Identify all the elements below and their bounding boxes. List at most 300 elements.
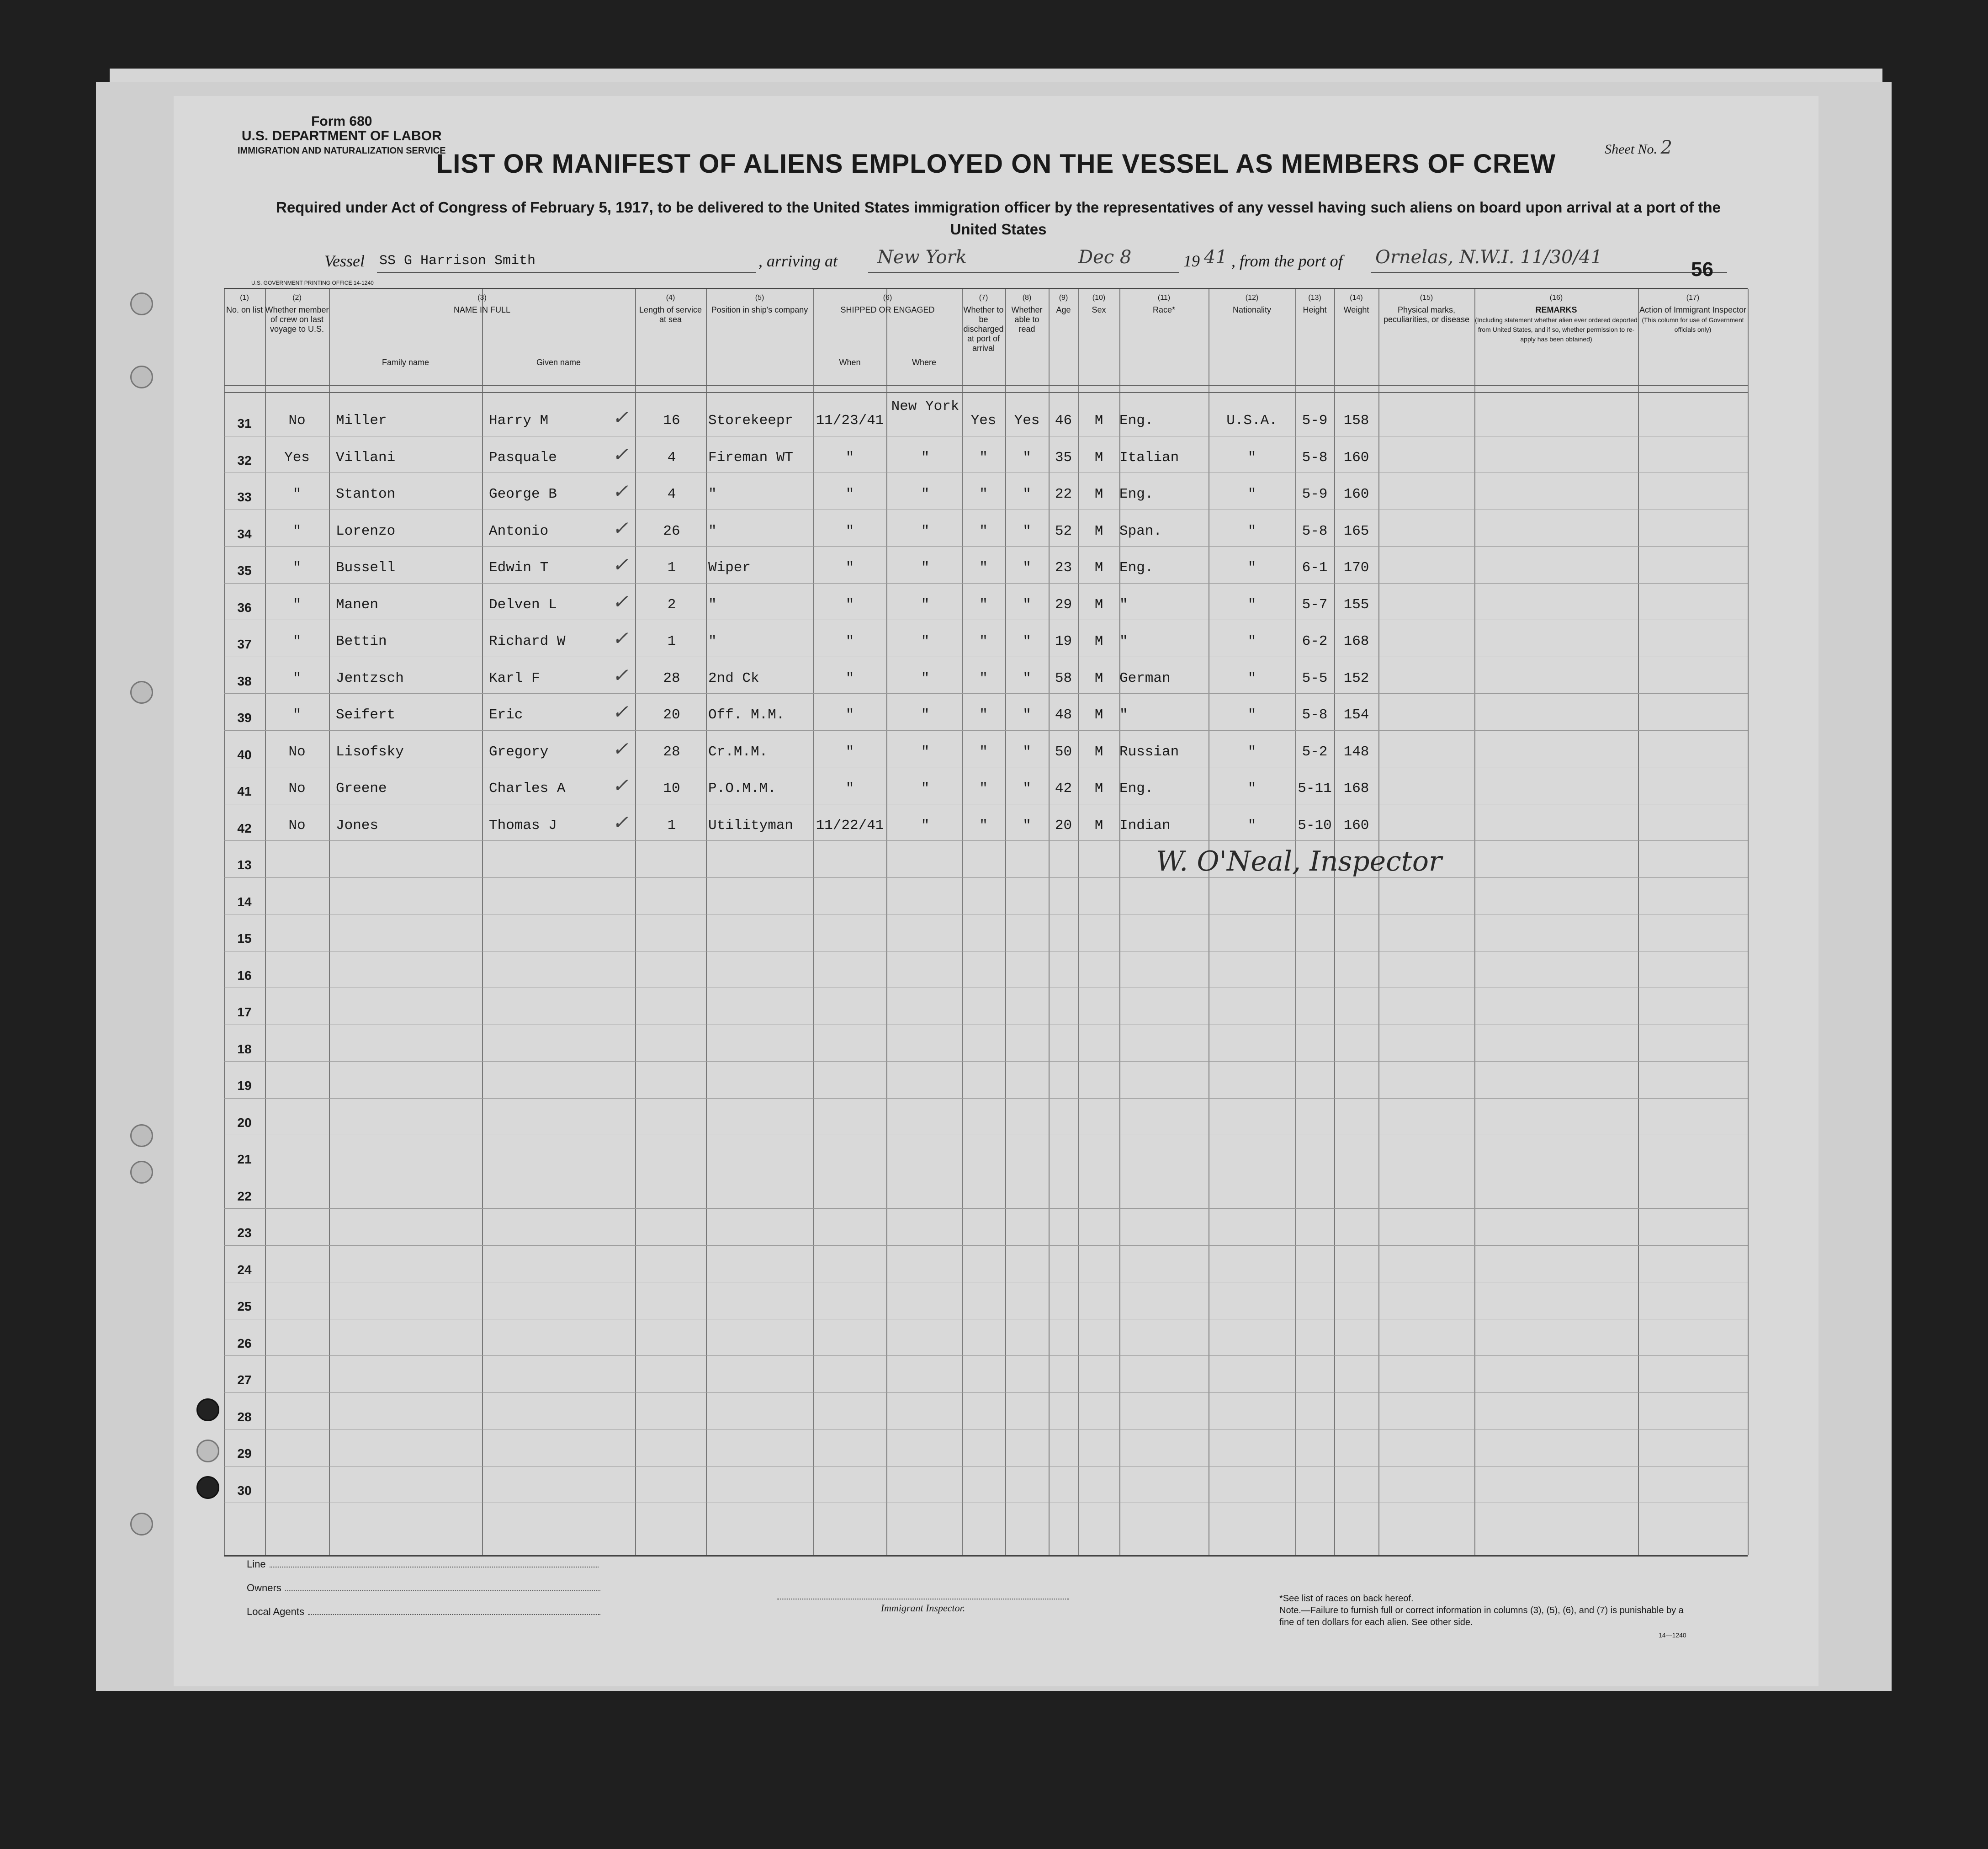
table-row [224,1282,1748,1318]
cell-race: Eng. [1119,486,1154,502]
cell-member: " [292,707,302,723]
cell-weight: 168 [1343,781,1369,797]
races-note: *See list of races on back hereof. [1279,1594,1414,1604]
col-17-header: (17) Action of Immigrant Inspector (This column for use of Government officials only) [1639,294,1747,333]
cell-age: 22 [1055,486,1072,502]
check-mark-icon: ✓ [612,665,629,686]
table-row [224,1025,1748,1061]
cell-race: Eng. [1119,560,1154,576]
page-title: LIST OR MANIFEST OF ALIENS EMPLOYED ON THE VESSEL AS MEMBERS OF CREW [436,149,1556,179]
cell-position: Wiper [708,560,751,576]
cell-nationality: U.S.A. [1226,413,1278,429]
cell-where: " [921,596,930,613]
cell-nationality: " [1247,449,1256,466]
year-prefix: 19 [1183,252,1200,270]
cell-when: " [845,744,854,760]
cell-position: Storekeepr [708,413,794,429]
row-number: 14 [237,894,252,909]
footer-note [1279,1593,1691,1628]
row-number: 39 [237,711,252,725]
col-15-header: (15) Physical marks, peculiarities, or disease [1383,294,1470,324]
cell-weight: 168 [1343,633,1369,649]
cell-discharged: " [979,781,988,797]
cell-member: No [288,781,306,797]
cell-discharged: " [979,523,988,539]
table-row [224,767,1748,803]
cell-age: 42 [1055,781,1072,797]
row-number: 28 [237,1409,252,1424]
cell-where: " [921,523,930,539]
cell-service: 1 [667,817,676,834]
cell-given: Charles A [489,781,566,797]
cell-discharged: " [979,744,988,760]
cell-where: " [921,707,930,723]
cell-when: 11/23/41 [816,413,884,429]
col-3-given-header: Given name [536,358,581,367]
cell-member: No [288,817,306,834]
agents-label: Local Agents [247,1606,304,1617]
cell-read: " [1023,523,1031,539]
table-row [224,951,1748,988]
cell-age: 50 [1055,744,1072,760]
col-16-header: (16) REMARKS (Including statement whether alien ever ordered deported from United States, and if so, whether permission to re-apply has been obtained) [1475,294,1638,343]
cell-member: " [292,596,302,613]
page-subtitle: Required under Act of Congress of February 5, 1917, to be delivered to the United States immigration officer by the representatives of any vessel having such aliens on board upon arrival at a port of the United States [276,199,1721,238]
punch-hole [130,1513,153,1536]
cell-service: 28 [663,744,680,760]
vessel-line [324,247,1741,274]
cell-sex: M [1094,670,1103,686]
cell-height: 5-11 [1298,781,1332,797]
cell-height: 5-7 [1302,596,1328,613]
cell-discharged: " [979,449,988,466]
cell-given: Edwin T [489,560,549,576]
year-hand: 41 [1204,247,1227,268]
cell-read: " [1023,633,1031,649]
col-3-header: (3) NAME IN FULL [453,294,511,314]
check-mark-icon: ✓ [612,628,629,649]
col-2-header: (2) Whether member of crew on last voyage to U.S. [265,294,329,334]
row-number: 31 [237,416,252,430]
row-number: 34 [237,526,252,541]
row-number: 29 [237,1446,252,1461]
cell-service: 10 [663,781,680,797]
cell-height: 6-2 [1302,633,1328,649]
row-number: 37 [237,637,252,651]
cell-discharged: " [979,633,988,649]
table-row [224,1245,1748,1282]
table-row [224,473,1748,509]
table-row [224,657,1748,693]
cell-height: 5-8 [1302,449,1328,466]
cell-position: 2nd Ck [708,670,759,686]
cell-read: " [1023,486,1031,502]
cell-when: " [845,596,854,613]
cell-position: " [708,596,717,613]
cell-read: " [1023,744,1031,760]
cell-when: " [845,449,854,466]
cell-discharged: " [979,817,988,834]
cell-age: 23 [1055,560,1072,576]
table-row [224,877,1748,914]
cell-when: " [845,707,854,723]
cell-race: Eng. [1119,781,1154,797]
cell-sex: M [1094,413,1103,429]
cell-read: " [1023,449,1031,466]
cell-nationality: " [1247,523,1256,539]
cell-sex: M [1094,817,1103,834]
cell-height: 5-10 [1298,817,1332,834]
cell-when: " [845,633,854,649]
table-row [224,1429,1748,1466]
cell-nationality: " [1247,633,1256,649]
page-number: 56 [1691,258,1713,281]
owners-label: Owners [247,1582,281,1594]
cell-height: 5-5 [1302,670,1328,686]
cell-family: Manen [336,596,379,613]
col-10-header: (10) Sex [1092,294,1106,314]
cell-discharged: Yes [970,413,997,429]
cell-service: 26 [663,523,680,539]
cell-where: " [921,633,930,649]
cell-discharged: " [979,670,988,686]
row-number: 40 [237,747,252,762]
row-number: 26 [237,1336,252,1350]
cell-sex: M [1094,560,1103,576]
immigrant-inspector-line: Immigrant Inspector. [777,1599,1069,1614]
cell-family: Greene [336,781,387,797]
cell-nationality: " [1247,670,1256,686]
row-number: 20 [237,1115,252,1130]
cell-position: Utilityman [708,817,794,834]
cell-weight: 158 [1343,413,1369,429]
cell-read: Yes [1014,413,1040,429]
col-6-when-header: When [839,358,861,367]
cell-member: No [288,744,306,760]
penalty-note: Note.—Failure to furnish full or correct information in columns (3), (5), (6), and (7) is punishable by a fine of ten dollars for each alien. See other side. [1279,1605,1684,1627]
cell-discharged: " [979,596,988,613]
cell-age: 58 [1055,670,1072,686]
punch-hole [196,1476,219,1499]
footer-fields [247,1558,600,1630]
vessel-label: Vessel [324,252,365,270]
cell-read: " [1023,670,1031,686]
cell-member: " [292,560,302,576]
cell-race: Eng. [1119,413,1154,429]
cell-race: " [1119,707,1128,723]
cell-family: Bettin [336,633,387,649]
arriving-label: , arriving at [758,252,838,270]
punch-hole [130,366,153,388]
table-row [224,693,1748,730]
row-number: 30 [237,1483,252,1498]
cell-service: 4 [667,449,676,466]
cell-weight: 160 [1343,817,1369,834]
cell-when: " [845,486,854,502]
cell-age: 52 [1055,523,1072,539]
table-row [224,1355,1748,1392]
cell-when: 11/22/41 [816,817,884,834]
check-mark-icon: ✓ [612,444,629,466]
table-row [224,804,1748,840]
manifest-page [174,96,1818,1686]
row-number: 13 [237,858,252,872]
cell-height: 5-8 [1302,707,1328,723]
cell-position: Fireman WT [708,449,794,466]
cell-discharged: " [979,560,988,576]
table-row [224,583,1748,620]
cell-age: 29 [1055,596,1072,613]
cell-discharged: " [979,707,988,723]
punch-hole [130,681,153,704]
punch-hole [130,292,153,315]
cell-sex: M [1094,523,1103,539]
cell-given: Eric [489,707,523,723]
cell-where: " [921,560,930,576]
cell-nationality: " [1247,560,1256,576]
table-row [224,1098,1748,1135]
cell-sex: M [1094,596,1103,613]
cell-height: 5-9 [1302,413,1328,429]
cell-position: Off. M.M. [708,707,785,723]
table-row [224,730,1748,767]
check-mark-icon: ✓ [612,591,629,613]
line-label: Line [247,1558,266,1570]
arriving-place: New York [877,247,967,268]
row-number: 32 [237,453,252,468]
cell-where: " [921,744,930,760]
cell-race: " [1119,633,1128,649]
punch-hole [130,1124,153,1147]
cell-read: " [1023,596,1031,613]
cell-sex: M [1094,486,1103,502]
check-mark-icon: ✓ [612,408,629,429]
cell-given: Gregory [489,744,549,760]
cell-member: " [292,633,302,649]
cell-member: " [292,670,302,686]
cell-service: 1 [667,633,676,649]
cell-position: " [708,523,717,539]
cell-given: Pasquale [489,449,557,466]
cell-where: " [921,781,930,797]
row-number: 16 [237,968,252,983]
cell-weight: 152 [1343,670,1369,686]
cell-sex: M [1094,633,1103,649]
cell-where: " [921,486,930,502]
service: IMMIGRATION AND NATURALIZATION SERVICE [238,146,446,156]
row-number: 19 [237,1079,252,1093]
cell-height: 5-2 [1302,744,1328,760]
cell-family: Bussell [336,560,396,576]
row-number: 23 [237,1226,252,1240]
cell-nationality: " [1247,707,1256,723]
cell-family: Stanton [336,486,396,502]
check-mark-icon: ✓ [612,739,629,760]
from-port: Ornelas, N.W.I. 11/30/41 [1375,247,1602,268]
cell-position: " [708,486,717,502]
row-number: 15 [237,931,252,946]
cell-when: " [845,781,854,797]
department: U.S. DEPARTMENT OF LABOR [241,128,442,143]
row-number: 21 [237,1152,252,1166]
cell-age: 48 [1055,707,1072,723]
cell-nationality: " [1247,486,1256,502]
cell-given: Richard W [489,633,566,649]
form-number: Form 680 [311,114,372,129]
check-mark-icon: ✓ [612,555,629,576]
col-11-header: (11) Race* [1152,294,1176,314]
col-3-family-header: Family name [382,358,429,367]
check-mark-icon: ✓ [612,776,629,797]
cell-age: 19 [1055,633,1072,649]
cell-when: " [845,670,854,686]
sheet-value: 2 [1660,137,1672,158]
check-mark-icon: ✓ [612,812,629,834]
cell-member: Yes [284,449,310,466]
check-mark-icon: ✓ [612,481,629,502]
cell-weight: 148 [1343,744,1369,760]
table-row [224,510,1748,546]
row-number: 42 [237,821,252,835]
col-13-header: (13) Height [1303,294,1327,314]
col-6-where-header: Where [912,358,936,367]
punch-hole [196,1440,219,1462]
cell-race: Span. [1119,523,1162,539]
cell-where: " [921,670,930,686]
sheet-label: Sheet No. [1605,142,1658,157]
table-row [224,840,1748,877]
form-code: 14—1240 [1659,1631,1686,1639]
col-7-header: (7) Whether to be discharged at port of arrival [963,294,1004,353]
col-5-header: (5) Position in ship's company [711,294,808,314]
cell-family: Miller [336,413,387,429]
cell-nationality: " [1247,744,1256,760]
cell-sex: M [1094,707,1103,723]
check-mark-icon: ✓ [612,702,629,723]
table-row [224,546,1748,583]
cell-family: Lisofsky [336,744,404,760]
gpo-line: U.S. GOVERNMENT PRINTING OFFICE 14-1240 [251,280,374,286]
cell-service: 2 [667,596,676,613]
cell-race: Italian [1119,449,1179,466]
table-row [224,1061,1748,1098]
row-number: 38 [237,674,252,688]
cell-service: 20 [663,707,680,723]
row-number: 18 [237,1041,252,1056]
cell-position: Cr.M.M. [708,744,768,760]
cell-height: 5-8 [1302,523,1328,539]
table-row [224,1135,1748,1171]
table-row [224,1319,1748,1355]
cell-age: 35 [1055,449,1072,466]
cell-given: Thomas J [489,817,557,834]
cell-weight: 154 [1343,707,1369,723]
cell-discharged: " [979,486,988,502]
table-row [224,914,1748,951]
cell-sex: M [1094,449,1103,466]
cell-read: " [1023,781,1031,797]
col-8-header: (8) Whether able to read [1011,294,1043,334]
cell-sex: M [1094,744,1103,760]
cell-given: Harry M [489,413,549,429]
check-mark-icon: ✓ [612,518,629,539]
cell-service: 28 [663,670,680,686]
row-number: 17 [237,1005,252,1019]
cell-service: 16 [663,413,680,429]
crew-table [224,288,1748,1557]
cell-when: " [845,523,854,539]
cell-race: Russian [1119,744,1179,760]
cell-height: 6-1 [1302,560,1328,576]
inspector-signature: W. O'Neal, Inspector [1156,845,1442,877]
row-number: 22 [237,1189,252,1203]
table-row [224,1392,1748,1429]
cell-position: P.O.M.M. [708,781,776,797]
table-row [224,1466,1748,1503]
cell-weight: 170 [1343,560,1369,576]
col-14-header: (14) Weight [1343,294,1369,314]
row-number: 41 [237,784,252,798]
col-6-header: (6) SHIPPED OR ENGAGED [840,294,935,314]
cell-race: German [1119,670,1171,686]
col-9-header: (9) Age [1056,294,1071,314]
table-row [224,1172,1748,1208]
cell-read: " [1023,560,1031,576]
cell-given: Delven L [489,596,557,613]
cell-nationality: " [1247,817,1256,834]
cell-member: " [292,486,302,502]
cell-read: " [1023,817,1031,834]
table-row [224,620,1748,656]
cell-family: Villani [336,449,396,466]
cell-family: Lorenzo [336,523,396,539]
col-12-header: (12) Nationality [1232,294,1272,314]
row-number: 24 [237,1262,252,1277]
cell-nationality: " [1247,596,1256,613]
vessel-name: SS G Harrison Smith [379,253,536,269]
row-number: 25 [237,1299,252,1313]
row-number: 33 [237,490,252,504]
cell-where: New York [891,398,960,414]
cell-family: Jentzsch [336,670,404,686]
row-number: 27 [237,1373,252,1387]
row-number: 36 [237,600,252,615]
cell-weight: 160 [1343,449,1369,466]
cell-sex: M [1094,781,1103,797]
cell-height: 5-9 [1302,486,1328,502]
cell-race: Indian [1119,817,1171,834]
col-1-header: (1) No. on list [226,294,263,314]
cell-age: 20 [1055,817,1072,834]
cell-position: " [708,633,717,649]
cell-race: " [1119,596,1128,613]
table-row [224,399,1748,436]
cell-when: " [845,560,854,576]
cell-member: " [292,523,302,539]
cell-given: Karl F [489,670,540,686]
row-number: 35 [237,563,252,578]
cell-where: " [921,449,930,466]
cell-weight: 155 [1343,596,1369,613]
cell-given: Antonio [489,523,549,539]
col-4-header: (4) Length of service at sea [639,294,702,324]
arrival-date: Dec 8 [1078,247,1132,268]
cell-service: 4 [667,486,676,502]
cell-weight: 160 [1343,486,1369,502]
cell-where: " [921,817,930,834]
table-row [224,1208,1748,1245]
punch-hole [196,1398,219,1421]
